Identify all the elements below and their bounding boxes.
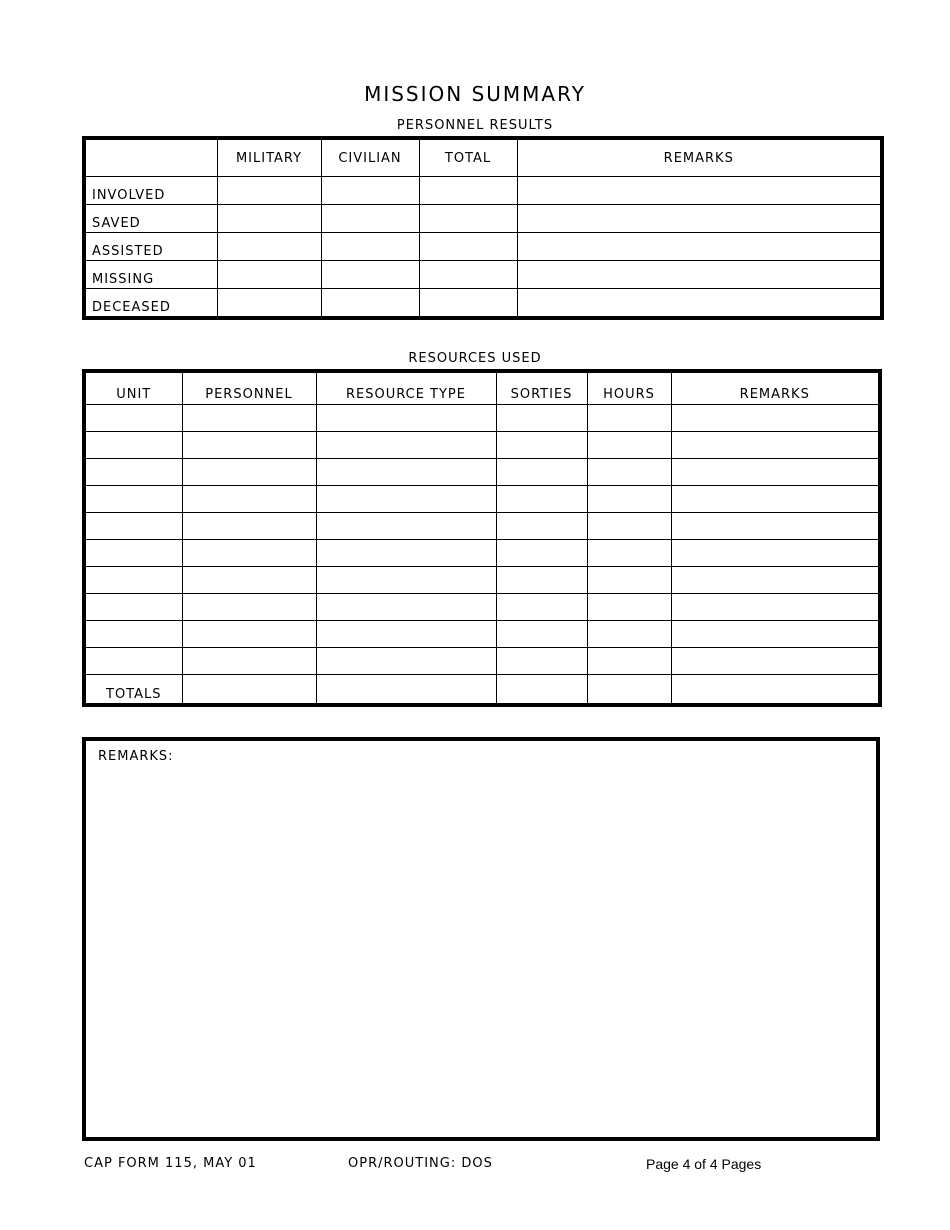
missing-military-cell[interactable] <box>217 261 321 289</box>
resource-personnel-cell[interactable] <box>182 648 316 675</box>
resource-resource-type-cell[interactable] <box>316 594 496 621</box>
resource-unit-cell[interactable] <box>84 540 182 567</box>
resource-row <box>84 540 880 567</box>
resource-hours-cell[interactable] <box>587 513 671 540</box>
resource-unit-cell[interactable] <box>84 513 182 540</box>
resources-header-hours: HOURS <box>587 371 671 405</box>
assisted-civilian-cell[interactable] <box>321 233 419 261</box>
resource-remarks-cell[interactable] <box>671 621 880 648</box>
resource-remarks-cell[interactable] <box>671 594 880 621</box>
resource-hours-cell[interactable] <box>587 621 671 648</box>
assisted-military-cell[interactable] <box>217 233 321 261</box>
resource-resource-type-cell[interactable] <box>316 405 496 432</box>
resource-row <box>84 405 880 432</box>
resource-row <box>84 459 880 486</box>
resource-hours-cell[interactable] <box>587 648 671 675</box>
personnel-row-deceased <box>84 289 882 319</box>
deceased-total-cell[interactable] <box>419 289 517 319</box>
resource-sorties-cell[interactable] <box>496 621 587 648</box>
resource-rows <box>84 405 880 675</box>
personnel-row-assisted <box>84 233 882 261</box>
resource-resource-type-cell[interactable] <box>316 567 496 594</box>
personnel-results-table <box>82 136 884 320</box>
involved-remarks-cell[interactable] <box>517 177 882 205</box>
resource-row <box>84 567 880 594</box>
resource-unit-cell[interactable] <box>84 567 182 594</box>
resource-unit-cell[interactable] <box>84 432 182 459</box>
resources-used-heading: RESOURCES USED <box>408 351 542 366</box>
totals-personnel-cell[interactable] <box>182 675 316 706</box>
resource-remarks-cell[interactable] <box>671 459 880 486</box>
missing-remarks-cell[interactable] <box>517 261 882 289</box>
row-label-saved: SAVED <box>84 205 217 233</box>
resource-row <box>84 648 880 675</box>
resource-sorties-cell[interactable] <box>496 567 587 594</box>
resources-totals-row <box>84 675 880 706</box>
resource-sorties-cell[interactable] <box>496 594 587 621</box>
totals-remarks-cell[interactable] <box>671 675 880 706</box>
resource-hours-cell[interactable] <box>587 405 671 432</box>
resource-hours-cell[interactable] <box>587 432 671 459</box>
resource-personnel-cell[interactable] <box>182 621 316 648</box>
personnel-row-saved <box>84 205 882 233</box>
resource-personnel-cell[interactable] <box>182 432 316 459</box>
personnel-row-involved <box>84 177 882 205</box>
personnel-header-remarks: REMARKS <box>517 138 882 177</box>
resource-resource-type-cell[interactable] <box>316 486 496 513</box>
resource-personnel-cell[interactable] <box>182 513 316 540</box>
saved-military-cell[interactable] <box>217 205 321 233</box>
resource-resource-type-cell[interactable] <box>316 540 496 567</box>
missing-total-cell[interactable] <box>419 261 517 289</box>
deceased-military-cell[interactable] <box>217 289 321 319</box>
resource-resource-type-cell[interactable] <box>316 432 496 459</box>
resource-row <box>84 621 880 648</box>
totals-hours-cell[interactable] <box>587 675 671 706</box>
totals-resource-type-cell[interactable] <box>316 675 496 706</box>
resource-remarks-cell[interactable] <box>671 405 880 432</box>
resource-unit-cell[interactable] <box>84 594 182 621</box>
row-label-involved: INVOLVED <box>84 177 217 205</box>
missing-civilian-cell[interactable] <box>321 261 419 289</box>
resource-hours-cell[interactable] <box>587 486 671 513</box>
resource-remarks-cell[interactable] <box>671 648 880 675</box>
resource-personnel-cell[interactable] <box>182 486 316 513</box>
resources-header-row <box>84 371 880 405</box>
resources-header-resource-type: RESOURCE TYPE <box>316 371 496 405</box>
resource-row <box>84 513 880 540</box>
resource-sorties-cell[interactable] <box>496 648 587 675</box>
totals-sorties-cell[interactable] <box>496 675 587 706</box>
row-label-assisted: ASSISTED <box>84 233 217 261</box>
resource-sorties-cell[interactable] <box>496 486 587 513</box>
resource-unit-cell[interactable] <box>84 405 182 432</box>
row-label-missing: MISSING <box>84 261 217 289</box>
resource-resource-type-cell[interactable] <box>316 459 496 486</box>
saved-total-cell[interactable] <box>419 205 517 233</box>
resource-hours-cell[interactable] <box>587 567 671 594</box>
resource-sorties-cell[interactable] <box>496 459 587 486</box>
remarks-box[interactable] <box>82 737 880 1141</box>
deceased-civilian-cell[interactable] <box>321 289 419 319</box>
resource-remarks-cell[interactable] <box>671 540 880 567</box>
remarks-label: REMARKS: <box>98 749 174 764</box>
resource-remarks-cell[interactable] <box>671 513 880 540</box>
resource-row <box>84 594 880 621</box>
resource-unit-cell[interactable] <box>84 621 182 648</box>
page-info: Page 4 of 4 Pages <box>646 1156 762 1172</box>
resource-unit-cell[interactable] <box>84 648 182 675</box>
resources-header-remarks: REMARKS <box>671 371 880 405</box>
resource-hours-cell[interactable] <box>587 540 671 567</box>
row-label-deceased: DECEASED <box>84 289 217 319</box>
opr-routing: OPR/ROUTING: DOS <box>348 1156 493 1171</box>
personnel-header-total: TOTAL <box>419 138 517 177</box>
personnel-header-blank <box>84 138 217 177</box>
resources-header-unit: UNIT <box>84 371 182 405</box>
resource-resource-type-cell[interactable] <box>316 621 496 648</box>
resources-header-sorties: SORTIES <box>496 371 587 405</box>
resource-hours-cell[interactable] <box>587 459 671 486</box>
resources-header-personnel: PERSONNEL <box>182 371 316 405</box>
resource-personnel-cell[interactable] <box>182 594 316 621</box>
resource-sorties-cell[interactable] <box>496 432 587 459</box>
involved-military-cell[interactable] <box>217 177 321 205</box>
resource-unit-cell[interactable] <box>84 459 182 486</box>
totals-label: TOTALS <box>84 675 182 706</box>
assisted-remarks-cell[interactable] <box>517 233 882 261</box>
resource-sorties-cell[interactable] <box>496 405 587 432</box>
involved-total-cell[interactable] <box>419 177 517 205</box>
assisted-total-cell[interactable] <box>419 233 517 261</box>
resource-personnel-cell[interactable] <box>182 567 316 594</box>
deceased-remarks-cell[interactable] <box>517 289 882 319</box>
resource-sorties-cell[interactable] <box>496 513 587 540</box>
involved-civilian-cell[interactable] <box>321 177 419 205</box>
resource-sorties-cell[interactable] <box>496 540 587 567</box>
personnel-results-heading: PERSONNEL RESULTS <box>396 118 554 133</box>
resource-row <box>84 486 880 513</box>
resource-personnel-cell[interactable] <box>182 540 316 567</box>
resource-remarks-cell[interactable] <box>671 567 880 594</box>
resource-remarks-cell[interactable] <box>671 486 880 513</box>
form-id: CAP FORM 115, MAY 01 <box>84 1156 257 1171</box>
personnel-header-row <box>84 138 882 177</box>
resource-personnel-cell[interactable] <box>182 459 316 486</box>
resource-personnel-cell[interactable] <box>182 405 316 432</box>
personnel-row-missing <box>84 261 882 289</box>
resource-hours-cell[interactable] <box>587 594 671 621</box>
resources-used-table <box>82 369 882 707</box>
personnel-header-military: MILITARY <box>217 138 321 177</box>
resource-resource-type-cell[interactable] <box>316 648 496 675</box>
personnel-header-civilian: CIVILIAN <box>321 138 419 177</box>
saved-remarks-cell[interactable] <box>517 205 882 233</box>
resource-resource-type-cell[interactable] <box>316 513 496 540</box>
resource-unit-cell[interactable] <box>84 486 182 513</box>
page-title: MISSION SUMMARY <box>364 82 586 106</box>
resource-row <box>84 432 880 459</box>
resource-remarks-cell[interactable] <box>671 432 880 459</box>
saved-civilian-cell[interactable] <box>321 205 419 233</box>
